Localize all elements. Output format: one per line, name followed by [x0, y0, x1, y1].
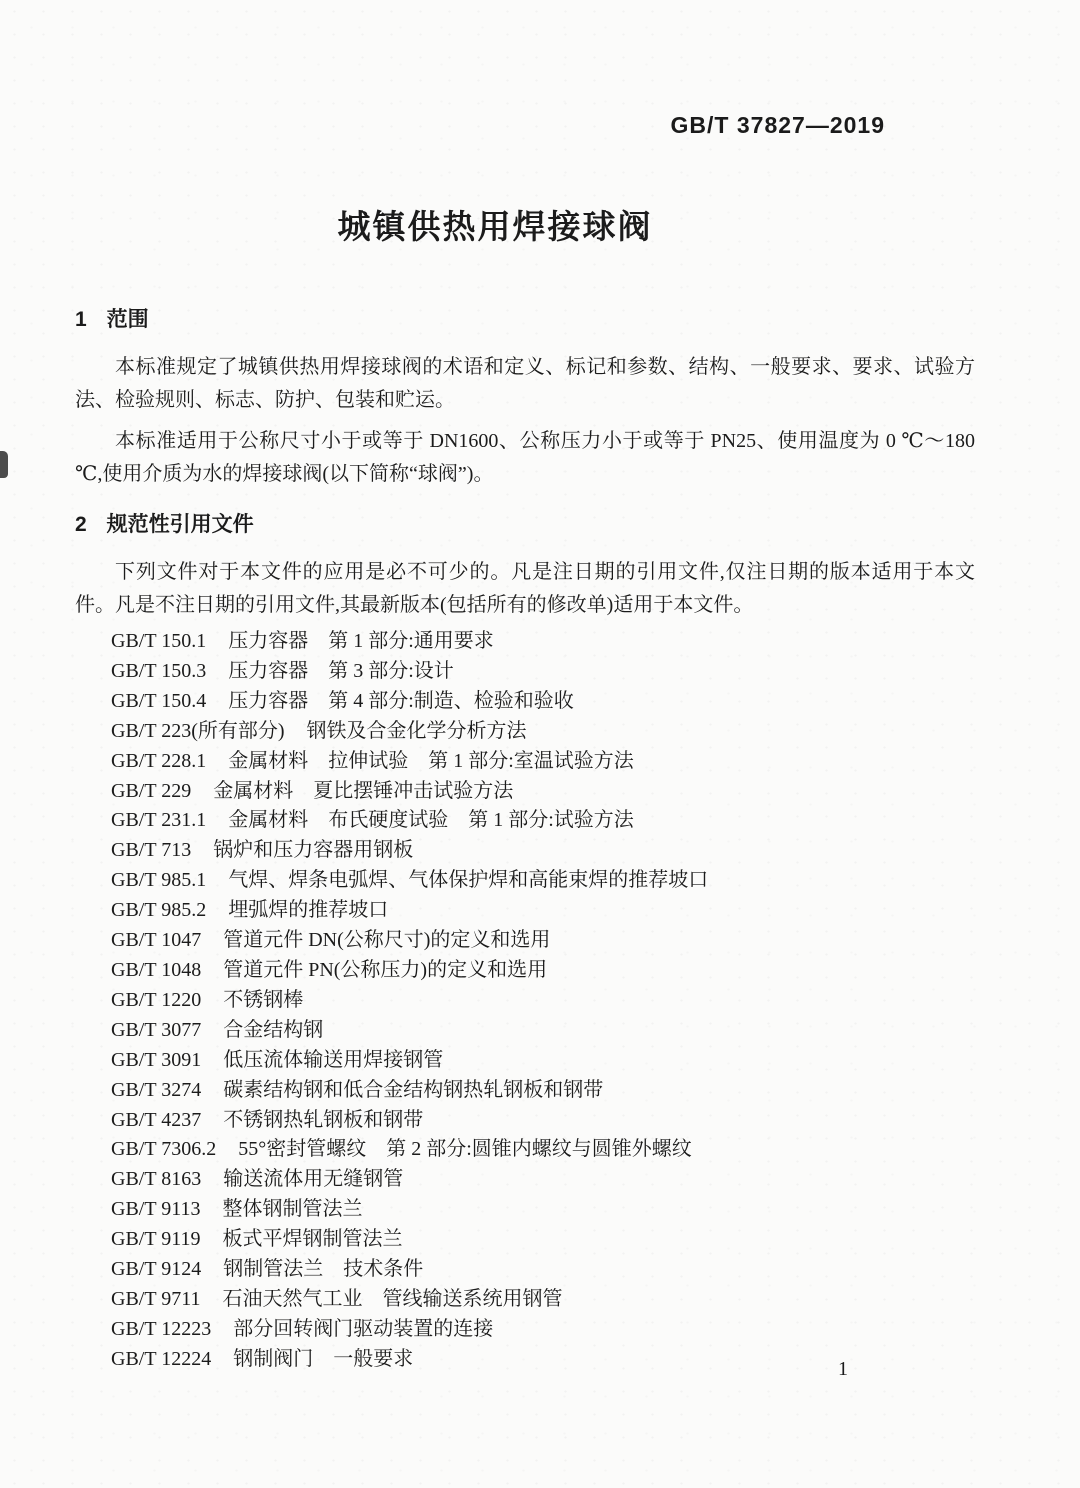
reference-code: GB/T 985.1 [111, 869, 207, 892]
reference-title: 55°密封管螺纹 第 2 部分:圆锥内螺纹与圆锥外螺纹 [238, 1138, 692, 1161]
section-2-title: 规范性引用文件 [106, 513, 254, 536]
reference-title: 钢制管法兰 技术条件 [223, 1258, 424, 1281]
reference-item [111, 1255, 975, 1285]
reference-title: 管道元件 DN(公称尺寸)的定义和选用 [223, 929, 551, 952]
reference-title: 低压流体输送用焊接钢管 [223, 1048, 444, 1071]
reference-title: 金属材料 拉伸试验 第 1 部分:室温试验方法 [228, 749, 634, 772]
reference-title: 金属材料 夏比摆锤冲击试验方法 [213, 779, 514, 802]
reference-item [111, 1165, 975, 1195]
reference-title: 埋弧焊的推荐坡口 [228, 899, 389, 922]
reference-code: GB/T 3274 [111, 1078, 202, 1101]
references-list [75, 627, 975, 1375]
page-number: 1 [838, 1358, 848, 1380]
reference-title: 管道元件 PN(公称压力)的定义和选用 [223, 958, 548, 981]
reference-code: GB/T 3077 [111, 1018, 202, 1041]
reference-item [111, 926, 975, 956]
scope-paragraph-2: 本标准适用于公称尺寸小于或等于 DN1600、公称压力小于或等于 PN25、使用温度为 0 ℃～180 ℃,使用介质为水的焊接球阀(以下简称“球阀”)。 [75, 430, 975, 485]
reference-item [111, 717, 975, 747]
reference-item [111, 1135, 975, 1165]
scope-paragraph-1: 本标准规定了城镇供热用焊接球阀的术语和定义、标记和参数、结构、一般要求、要求、试验方法、检验规则、标志、防护、包装和贮运。 [75, 356, 975, 411]
reference-code: GB/T 150.1 [111, 630, 207, 652]
reference-code: GB/T 9124 [111, 1258, 202, 1281]
reference-code: GB/T 3091 [111, 1048, 202, 1071]
section-1-title: 范围 [106, 308, 149, 331]
reference-item [111, 986, 975, 1016]
reference-code: GB/T 150.3 [111, 659, 207, 682]
reference-item [111, 1106, 975, 1136]
reference-code: GB/T 12224 [111, 1347, 212, 1370]
reference-code: GB/T 231.1 [111, 809, 207, 832]
section-1-heading [75, 306, 975, 334]
reference-code: GB/T 8163 [111, 1168, 202, 1191]
reference-item [111, 657, 975, 687]
standard-number: GB/T 37827—2019 [670, 112, 885, 138]
reference-code: GB/T 1047 [111, 929, 202, 952]
reference-code: GB/T 12223 [111, 1317, 212, 1340]
reference-item [111, 956, 975, 986]
section-normative-references [75, 511, 975, 1375]
references-intro-paragraph: 下列文件对于本文件的应用是必不可少的。凡是注日期的引用文件,仅注日期的版本适用于本文件。凡是不注日期的引用文件,其最新版本(包括所有的修改单)适用于本文件。 [75, 561, 975, 616]
section-2-heading [75, 511, 975, 539]
section-2-number: 2 [75, 513, 87, 536]
reference-item [111, 777, 975, 807]
reference-title: 钢铁及合金化学分析方法 [306, 719, 527, 742]
reference-item [111, 1225, 975, 1255]
reference-code: GB/T 223(所有部分) [111, 719, 285, 742]
page-content [75, 0, 975, 1375]
reference-title: 压力容器 第 4 部分:制造、检验和验收 [228, 689, 574, 712]
reference-code: GB/T 228.1 [111, 749, 207, 772]
reference-title: 不锈钢热轧钢板和钢带 [223, 1108, 424, 1131]
section-scope [75, 306, 975, 491]
reference-item [111, 806, 975, 836]
reference-code: GB/T 9711 [111, 1287, 201, 1310]
reference-code: GB/T 9113 [111, 1198, 201, 1221]
reference-title: 锅炉和压力容器用钢板 [213, 839, 414, 862]
reference-code: GB/T 9119 [111, 1228, 201, 1251]
reference-item [111, 747, 975, 777]
reference-title: 板式平焊钢制管法兰 [222, 1228, 403, 1251]
reference-item [111, 1076, 975, 1106]
section-1-number: 1 [75, 308, 87, 331]
reference-title: 输送流体用无缝钢管 [223, 1168, 404, 1191]
reference-code: GB/T 7306.2 [111, 1138, 217, 1161]
reference-code: GB/T 713 [111, 839, 192, 862]
reference-code: GB/T 229 [111, 779, 192, 802]
reference-item [111, 1195, 975, 1225]
reference-title: 气焊、焊条电弧焊、气体保护焊和高能束焊的推荐坡口 [228, 869, 709, 892]
reference-code: GB/T 1048 [111, 958, 202, 981]
reference-title: 整体钢制管法兰 [222, 1198, 363, 1221]
reference-code: GB/T 4237 [111, 1108, 202, 1131]
scan-smudge-artifact [0, 451, 8, 478]
reference-code: GB/T 1220 [111, 988, 202, 1011]
reference-item [111, 866, 975, 896]
reference-item [111, 1315, 975, 1345]
reference-title: 钢制阀门 一般要求 [233, 1347, 414, 1370]
reference-item [111, 1046, 975, 1076]
reference-title: 部分回转阀门驱动装置的连接 [233, 1317, 494, 1340]
reference-item [111, 1016, 975, 1046]
reference-item [111, 896, 975, 926]
reference-title: 压力容器 第 3 部分:设计 [228, 659, 454, 682]
reference-title: 压力容器 第 1 部分:通用要求 [228, 630, 494, 652]
reference-item [111, 836, 975, 866]
reference-title: 合金结构钢 [223, 1018, 324, 1041]
document-title: 城镇供热用焊接球阀 [337, 208, 653, 245]
reference-item [111, 687, 975, 717]
reference-title: 不锈钢棒 [223, 988, 304, 1011]
reference-item [111, 627, 975, 657]
reference-code: GB/T 150.4 [111, 689, 207, 712]
reference-title: 碳素结构钢和低合金结构钢热轧钢板和钢带 [223, 1078, 604, 1101]
reference-title: 石油天然气工业 管线输送系统用钢管 [222, 1287, 563, 1310]
reference-title: 金属材料 布氏硬度试验 第 1 部分:试验方法 [228, 809, 634, 832]
reference-item [111, 1285, 975, 1315]
reference-code: GB/T 985.2 [111, 899, 207, 922]
